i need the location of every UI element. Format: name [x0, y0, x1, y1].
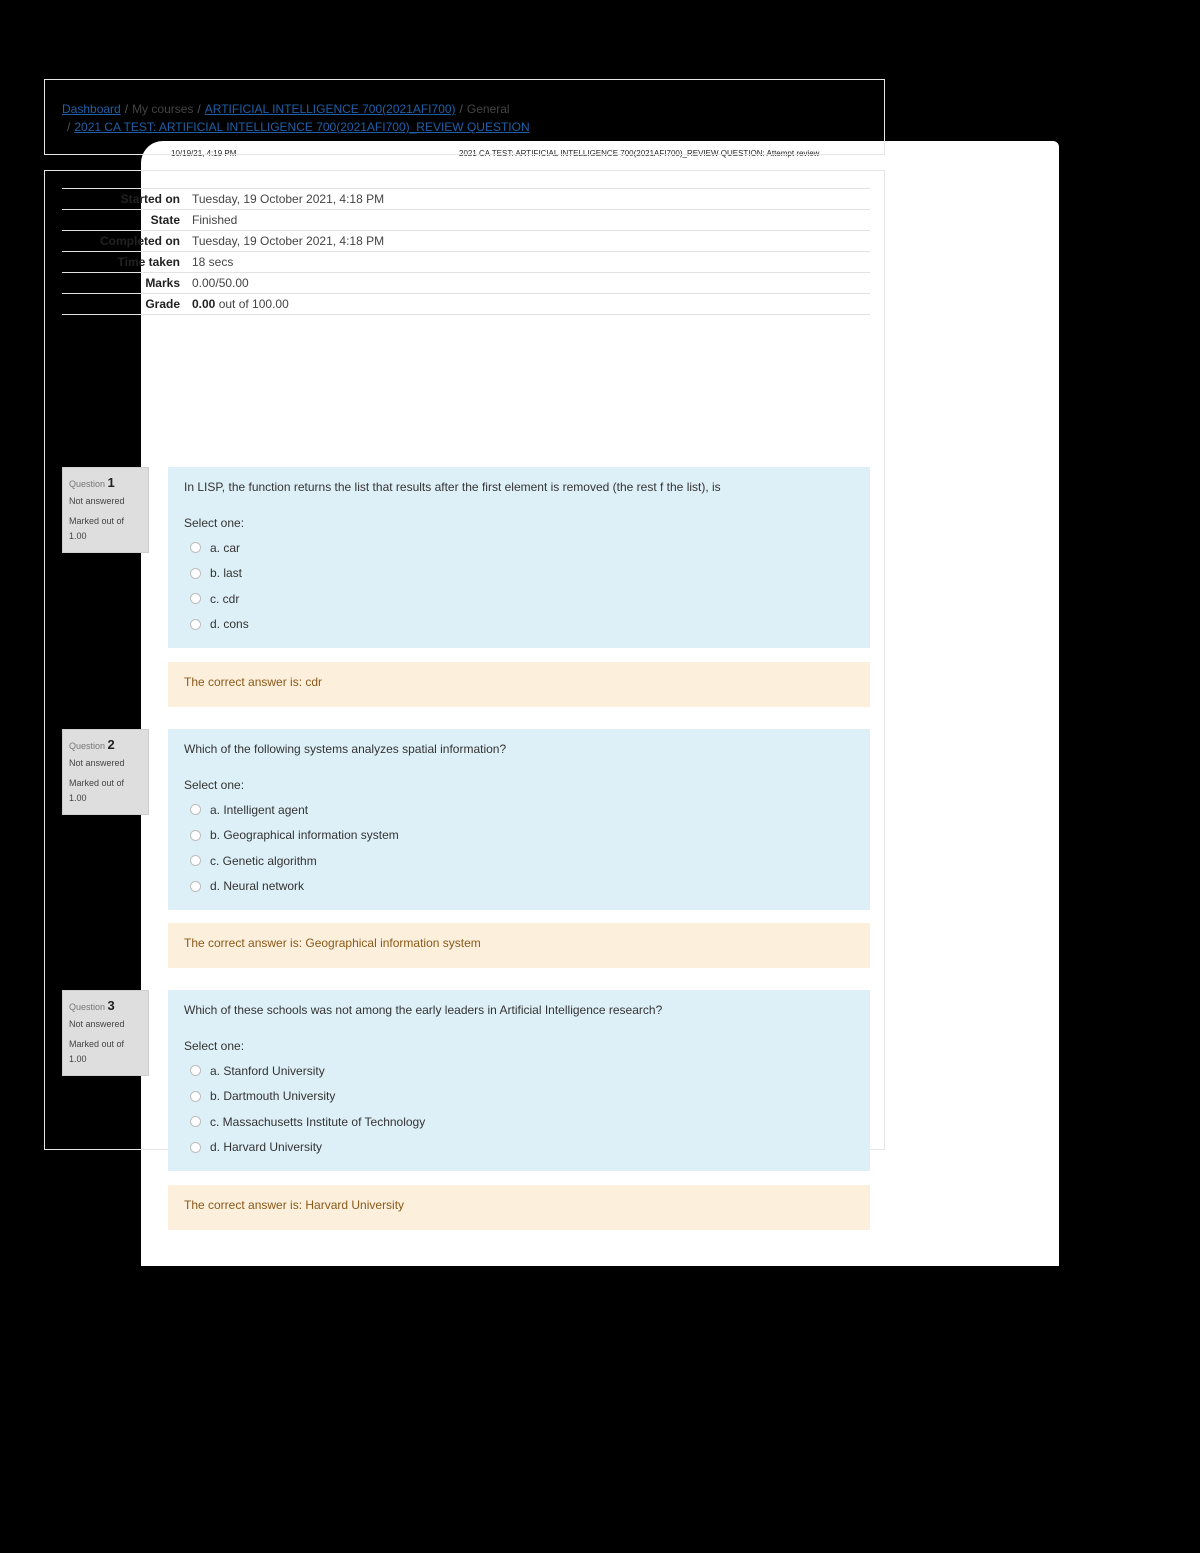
radio-button[interactable] [190, 593, 201, 604]
answer-option[interactable] [184, 586, 854, 612]
select-one-prompt: Select one: [184, 516, 245, 530]
answer-option-label: b. Geographical information system [210, 828, 399, 843]
radio-button[interactable] [190, 1065, 201, 1076]
answer-option[interactable] [184, 1135, 854, 1161]
answer-option-label: c. cdr [210, 591, 240, 606]
question-1-info [62, 467, 149, 553]
answer-option[interactable] [184, 848, 854, 874]
select-one-prompt: Select one: [184, 778, 245, 792]
print-datetime: 10/19/21, 4:19 PM [171, 149, 237, 158]
radio-button[interactable] [190, 830, 201, 841]
summary-value: 0.00/50.00 [192, 276, 249, 290]
breadcrumb-separator: / [459, 102, 463, 116]
answer-options [184, 535, 854, 637]
breadcrumb [44, 79, 885, 155]
question-text: In LISP, the function returns the list that results after the first element is removed (the rest f the list), is [184, 480, 721, 494]
answer-option[interactable] [184, 612, 854, 638]
print-page-title: 2021 CA TEST: ARTIFICIAL INTELLIGENCE 700(2021AFI700)_REVIEW QUESTION: Attempt review [459, 149, 820, 158]
summary-row [62, 189, 870, 210]
summary-row [62, 294, 870, 315]
answer-option-label: c. Massachusetts Institute of Technology [210, 1114, 426, 1129]
answer-option-label: a. Stanford University [210, 1063, 325, 1078]
grade-out-of: out of 100.00 [218, 297, 289, 311]
summary-label: Completed on [100, 234, 180, 248]
answer-options [184, 797, 854, 899]
radio-button[interactable] [190, 542, 201, 553]
question-state: Not answered [69, 496, 125, 506]
question-label: Question [69, 741, 106, 751]
answer-option-label: a. car [210, 540, 241, 555]
radio-button[interactable] [190, 619, 201, 630]
answer-option[interactable] [184, 1109, 854, 1135]
question-state: Not answered [69, 758, 125, 768]
question-label: Question [69, 1002, 106, 1012]
summary-row [62, 231, 870, 252]
summary-row [62, 273, 870, 294]
radio-button[interactable] [190, 1116, 201, 1127]
question-2-info [62, 729, 149, 815]
answer-option-label: c. Genetic algorithm [210, 853, 317, 868]
answer-option[interactable] [184, 535, 854, 561]
answer-option-label: a. Intelligent agent [210, 802, 309, 817]
question-2-content [168, 729, 870, 910]
radio-button[interactable] [190, 1091, 201, 1102]
summary-value: 18 secs [192, 255, 234, 269]
summary-label: Marks [145, 276, 180, 290]
question-number: 3 [107, 998, 115, 1013]
summary-row [62, 210, 870, 231]
breadcrumb-separator: / [124, 102, 129, 116]
question-3-feedback: The correct answer is: Harvard University [168, 1185, 870, 1230]
breadcrumb-dashboard-link[interactable]: Dashboard [62, 102, 121, 116]
grade-value: 0.00 [192, 297, 216, 311]
radio-button[interactable] [190, 568, 201, 579]
answer-option[interactable] [184, 823, 854, 849]
summary-value: Tuesday, 19 October 2021, 4:18 PM [192, 192, 385, 206]
summary-label: State [150, 213, 180, 227]
question-text: Which of these schools was not among the early leaders in Artificial Intelligence research? [184, 1003, 663, 1017]
breadcrumb-my-courses: My courses [132, 102, 194, 116]
radio-button[interactable] [190, 804, 201, 815]
question-number: 2 [107, 737, 115, 752]
breadcrumb-section: General [466, 102, 510, 116]
answer-option-label: b. last [210, 566, 243, 581]
answer-option-label: b. Dartmouth University [210, 1089, 336, 1104]
answer-option-label: d. cons [210, 617, 249, 632]
answer-option[interactable] [184, 1058, 854, 1084]
question-number: 1 [107, 475, 115, 490]
question-marks: Marked out of 1.00 [69, 778, 125, 803]
question-1-feedback: The correct answer is: cdr [168, 662, 870, 707]
question-text: Which of the following systems analyzes spatial information? [184, 742, 507, 756]
breadcrumb-separator: / [67, 120, 71, 134]
breadcrumb-quiz-link[interactable]: 2021 CA TEST: ARTIFICIAL INTELLIGENCE 700(2021AFI700)_REVIEW QUESTION [74, 120, 530, 134]
summary-value: Tuesday, 19 October 2021, 4:18 PM [192, 234, 385, 248]
answer-option-label: d. Harvard University [210, 1140, 323, 1155]
answer-option[interactable] [184, 561, 854, 587]
breadcrumb-separator: / [197, 102, 201, 116]
question-1-content [168, 467, 870, 648]
select-one-prompt: Select one: [184, 1039, 245, 1053]
radio-button[interactable] [190, 1142, 201, 1153]
question-2-feedback: The correct answer is: Geographical information system [168, 923, 870, 968]
answer-option[interactable] [184, 797, 854, 823]
answer-option[interactable] [184, 874, 854, 900]
summary-label: Started on [120, 192, 180, 206]
attempt-summary-table [62, 188, 870, 315]
radio-button[interactable] [190, 855, 201, 866]
question-marks: Marked out of 1.00 [69, 516, 125, 541]
summary-label: Time taken [117, 255, 180, 269]
question-label: Question [69, 479, 106, 489]
radio-button[interactable] [190, 881, 201, 892]
answer-options [184, 1058, 854, 1160]
summary-row [62, 252, 870, 273]
page-bottom-background [0, 1266, 1200, 1553]
answer-option[interactable] [184, 1084, 854, 1110]
answer-option-label: d. Neural network [210, 879, 305, 894]
question-state: Not answered [69, 1019, 125, 1029]
summary-label: Grade [145, 297, 180, 311]
question-marks: Marked out of 1.00 [69, 1039, 125, 1064]
summary-value [186, 294, 870, 315]
question-3-info [62, 990, 149, 1076]
question-3-content [168, 990, 870, 1171]
breadcrumb-course-link[interactable]: ARTIFICIAL INTELLIGENCE 700(2021AFI700) [204, 102, 456, 116]
summary-value: Finished [192, 213, 238, 227]
